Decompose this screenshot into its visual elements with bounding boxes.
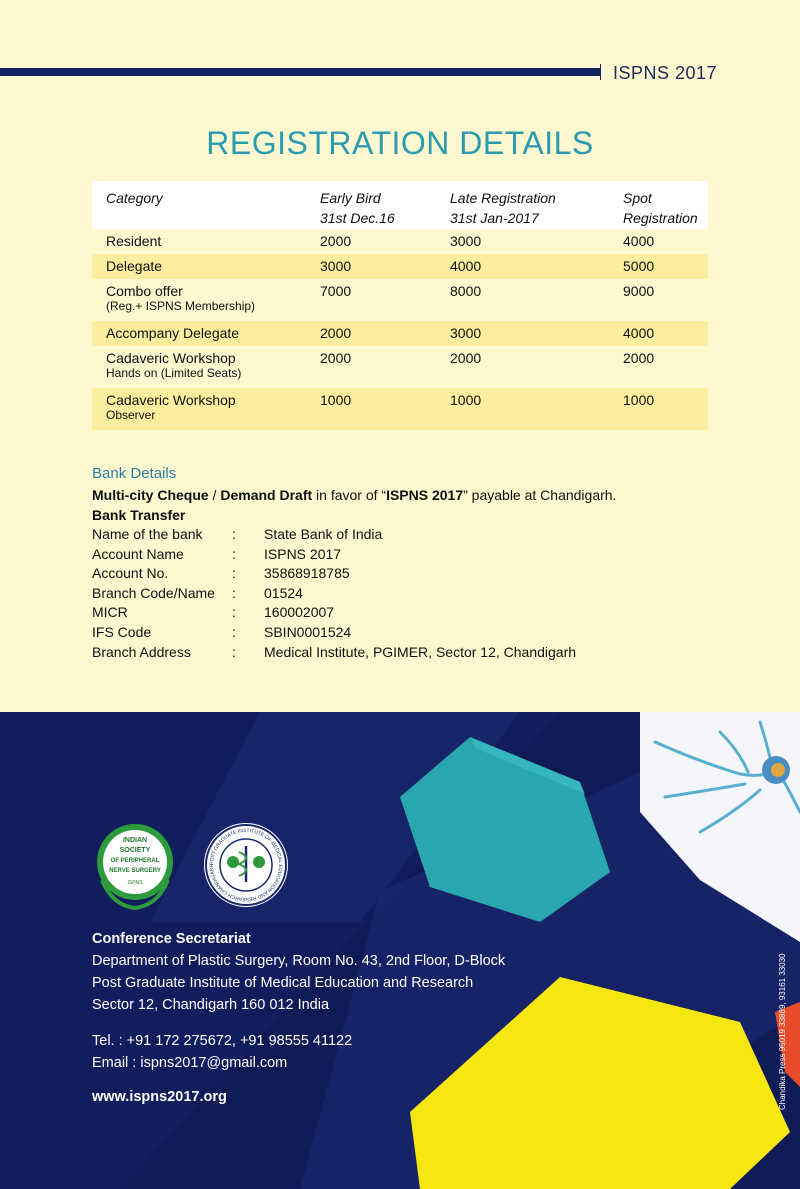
svg-text:INDIAN: INDIAN <box>122 837 148 844</box>
cell-late: 4000 <box>450 258 482 274</box>
cell-category: Cadaveric Workshop Hands on (Limited Seats) <box>106 350 242 380</box>
col-header: Category <box>106 190 163 206</box>
pgimer-seal-icon <box>203 822 289 908</box>
website-link[interactable]: www.ispns2017.org <box>92 1089 227 1105</box>
bank-field: IFS Code : SBIN0001524 <box>92 623 352 640</box>
registration-table <box>92 181 708 430</box>
address-line: Post Graduate Institute of Medical Education and Research <box>92 975 474 991</box>
svg-text:SOCIETY: SOCIETY <box>119 847 151 854</box>
table-row <box>92 388 708 430</box>
institute-logo <box>203 822 289 913</box>
cell-late: 1000 <box>450 392 482 408</box>
col-header: Spot Registration <box>623 190 698 226</box>
cell-category: Delegate <box>106 258 163 274</box>
cell-category: Resident <box>106 233 162 249</box>
svg-text:OF PERIPHERAL: OF PERIPHERAL <box>110 858 160 864</box>
header-separator <box>600 64 601 80</box>
cheque-line: Multi-city Cheque / Demand Draft in favor of “ISPNS 2017” payable at Chandigarh. <box>92 487 617 503</box>
contact-block <box>92 928 505 1108</box>
table-header <box>92 181 708 229</box>
bank-details <box>92 465 772 662</box>
press-credit: Chandika Press 95019 33889, 93161 33030 <box>778 953 787 1110</box>
cell-category: Cadaveric Workshop Observer <box>106 392 236 422</box>
cell-early: 2000 <box>320 325 352 341</box>
table-row <box>92 321 708 346</box>
svg-text:ISPNS: ISPNS <box>127 880 143 886</box>
col-header: Late Registration 31st Jan-2017 <box>450 190 556 226</box>
email: Email : ispns2017@gmail.com <box>92 1055 288 1071</box>
cell-early: 2000 <box>320 233 352 249</box>
bank-field: MICR : 160002007 <box>92 604 335 621</box>
cell-spot: 9000 <box>623 283 655 299</box>
bank-field: Account No. : 35868918785 <box>92 565 350 582</box>
table-row <box>92 254 708 279</box>
cell-late: 3000 <box>450 325 482 341</box>
cell-early: 7000 <box>320 283 352 299</box>
svg-text:NERVE SURGERY: NERVE SURGERY <box>109 868 161 874</box>
header-rule <box>0 68 600 76</box>
col-header: Early Bird 31st Dec.16 <box>320 190 395 226</box>
table-row <box>92 279 708 321</box>
secretariat-heading: Conference Secretariat <box>92 931 251 947</box>
cell-early: 2000 <box>320 350 352 366</box>
bank-field: Branch Code/Name : 01524 <box>92 584 303 601</box>
cell-spot: 4000 <box>623 233 655 249</box>
address-line: Department of Plastic Surgery, Room No. 43, 2nd Floor, D-Block <box>92 953 506 969</box>
cell-late: 3000 <box>450 233 482 249</box>
bank-details-title: Bank Details <box>92 465 177 482</box>
footer-section <box>0 712 800 1189</box>
laurel-logo-icon <box>92 820 178 910</box>
bank-field: Branch Address : Medical Institute, PGIMER, Sector 12, Chandigarh <box>92 643 577 660</box>
cell-category: Combo offer (Reg.+ ISPNS Membership) <box>106 283 256 313</box>
svg-text:POST GRADUATE INSTITUTE OF MED: POST GRADUATE INSTITUTE OF MEDICAL EDUCATION AND RESEARCH CHANDIGARH <box>208 827 284 903</box>
bank-field: Account Name : ISPNS 2017 <box>92 545 342 562</box>
cell-category: Accompany Delegate <box>106 325 240 341</box>
table-row <box>92 229 708 254</box>
bank-transfer-title: Bank Transfer <box>92 507 186 523</box>
society-logo <box>92 820 178 915</box>
bank-field: Name of the bank : State Bank of India <box>92 526 383 542</box>
telephone: Tel. : +91 172 275672, +91 98555 41122 <box>92 1033 353 1049</box>
cell-spot: 5000 <box>623 258 655 274</box>
table-row <box>92 346 708 388</box>
cell-spot: 4000 <box>623 325 655 341</box>
cell-late: 2000 <box>450 350 482 366</box>
cell-spot: 2000 <box>623 350 655 366</box>
cell-early: 3000 <box>320 258 352 274</box>
cell-spot: 1000 <box>623 392 655 408</box>
cell-late: 8000 <box>450 283 482 299</box>
page-title: REGISTRATION DETAILS <box>206 125 594 161</box>
address-line: Sector 12, Chandigarh 160 012 India <box>92 997 330 1013</box>
cell-early: 1000 <box>320 392 352 408</box>
event-label: ISPNS 2017 <box>613 63 718 83</box>
